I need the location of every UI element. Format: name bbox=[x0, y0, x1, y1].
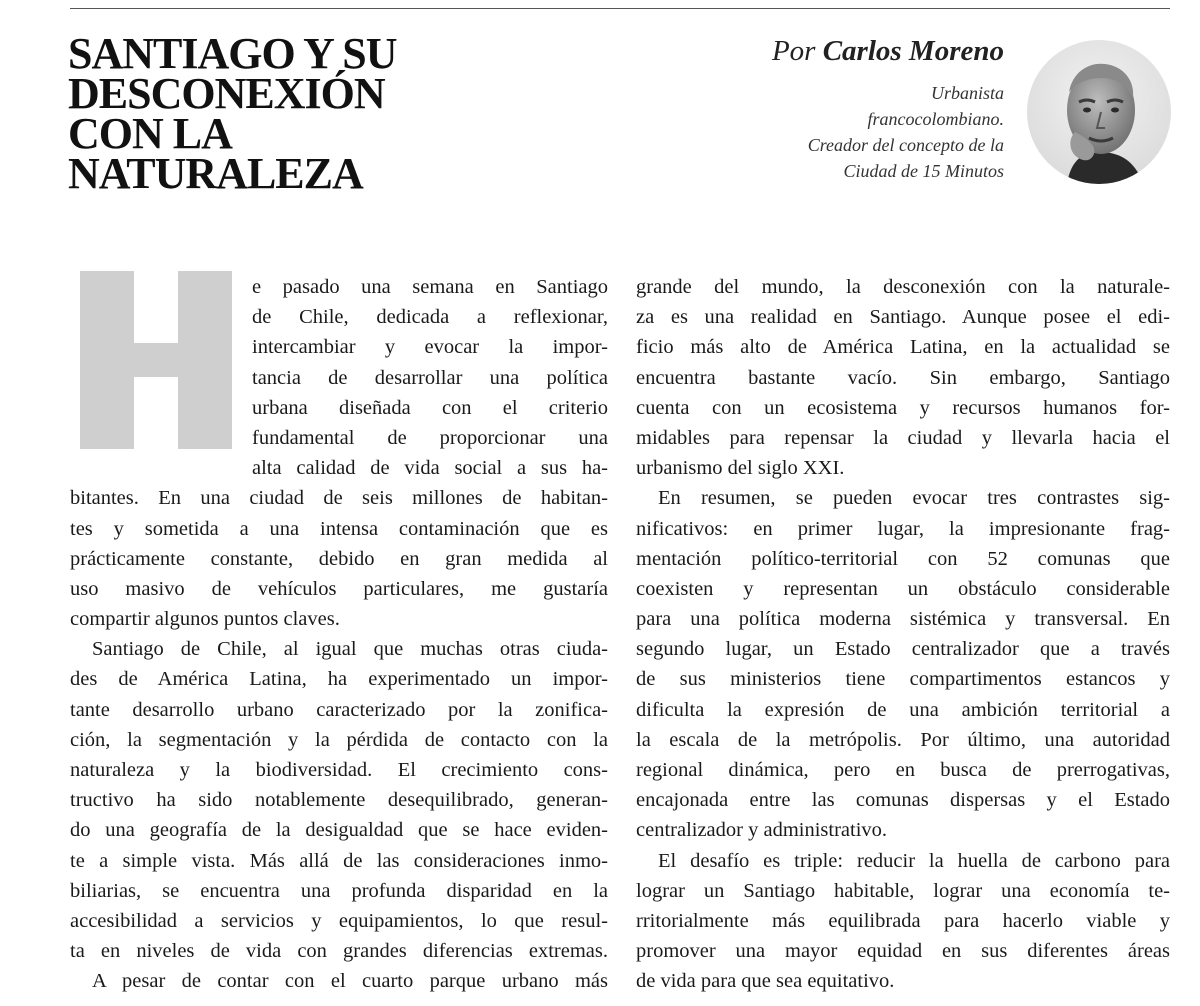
body-line: urbanismo del siglo XXI. bbox=[636, 457, 845, 480]
body-line: dificulta la expresión de una ambición territorial a bbox=[636, 698, 1170, 721]
body-line: de vida para que sea equitativo. bbox=[636, 970, 895, 993]
body-line: tructivo ha sido notablemente desequilibrado, generan- bbox=[70, 789, 608, 812]
body-line: El desafío es triple: reducir la huella de carbono para bbox=[658, 849, 1170, 872]
body-line: mentación político-territorial con 52 comunas que bbox=[636, 547, 1170, 570]
byline-prefix: Por bbox=[771, 35, 816, 67]
body-line: tes y sometida a una intensa contaminación que es bbox=[70, 517, 608, 540]
body-line: fundamental de proporcionar una bbox=[252, 426, 608, 449]
author-bio bbox=[744, 80, 1004, 184]
body-line: centralizador y administrativo. bbox=[636, 819, 888, 842]
body-line: A pesar de contar con el cuarto parque urbano más bbox=[92, 970, 608, 993]
body-line: uso masivo de vehículos particulares, me gustaría bbox=[70, 577, 608, 600]
author-name: Carlos Moreno bbox=[822, 35, 1004, 67]
body-line: nificativos: en primer lugar, la impresionante frag- bbox=[636, 517, 1170, 540]
body-line: e pasado una semana en Santiago bbox=[252, 276, 608, 298]
body-line: promover una mayor equidad en sus diferentes áreas bbox=[636, 940, 1170, 963]
body-line: la escala de la metrópolis. Por último, una autoridad bbox=[636, 728, 1170, 751]
body-line: segundo lugar, un Estado centralizador que a través bbox=[636, 638, 1170, 661]
body-line: midables para repensar la ciudad y llevarla hacia el bbox=[636, 426, 1170, 449]
body-line: Santiago de Chile, al igual que muchas otras ciuda- bbox=[92, 638, 608, 661]
body-line: ción, la segmentación y la pérdida de contacto con la bbox=[70, 728, 608, 751]
body-line: biliarias, se encuentra una profunda disparidad en la bbox=[70, 879, 608, 902]
body-line: encuentra bastante vacío. Sin embargo, Santiago bbox=[636, 366, 1170, 389]
body-line: regional dinámica, pero en busca de prerrogativas, bbox=[636, 759, 1170, 781]
body-line: bitantes. En una ciudad de seis millones de habitan- bbox=[70, 487, 608, 510]
body-line: alta calidad de vida social a sus ha- bbox=[252, 457, 608, 480]
headline-line: CON LA bbox=[68, 109, 232, 158]
body-line: prácticamente constante, debido en gran medida al bbox=[70, 547, 608, 570]
headline-line: NATURALEZA bbox=[68, 149, 363, 198]
headline bbox=[68, 29, 448, 198]
body-line: para una política moderna sistémica y transversal. En bbox=[636, 608, 1170, 631]
body-line: grande del mundo, la desconexión con la naturale- bbox=[636, 276, 1170, 298]
article-column-left bbox=[70, 272, 608, 997]
byline bbox=[772, 34, 1004, 68]
body-line: rritorialmente más equilibrada para hacerlo viable y bbox=[636, 909, 1170, 932]
article-column-right bbox=[636, 272, 1170, 997]
headline-line: SANTIAGO Y SU bbox=[68, 29, 397, 78]
body-line: naturaleza y la biodiversidad. El crecimiento cons- bbox=[70, 759, 608, 781]
headline-line: DESCONEXIÓN bbox=[68, 69, 385, 118]
bio-line: Creador del concepto de la bbox=[807, 135, 1004, 155]
body-line: accesibilidad a servicios y equipamientos, lo que resul- bbox=[70, 909, 608, 932]
body-line: ficio más alto de América Latina, en la actualidad se bbox=[636, 336, 1170, 359]
body-line: intercambiar y evocar la impor- bbox=[252, 336, 608, 359]
body-line: des de América Latina, ha experimentado un impor- bbox=[70, 668, 608, 691]
body-line: de Chile, dedicada a reflexionar, bbox=[252, 306, 608, 329]
body-line: En resumen, se pueden evocar tres contrastes sig- bbox=[658, 487, 1170, 510]
body-line: do una geografía de la desigualdad que se hace eviden- bbox=[70, 819, 608, 842]
body-line: coexisten y representan un obstáculo considerable bbox=[636, 577, 1170, 600]
body-line: compartir algunos puntos claves. bbox=[70, 608, 340, 631]
top-rule bbox=[70, 8, 1170, 9]
bio-line: Ciudad de 15 Minutos bbox=[843, 161, 1004, 181]
body-line: ta en niveles de vida con grandes diferencias extremas. bbox=[70, 940, 608, 963]
bio-line: francocolombiano. bbox=[867, 109, 1004, 129]
body-line: urbana diseñada con el criterio bbox=[252, 396, 608, 419]
bio-line: Urbanista bbox=[930, 83, 1004, 103]
body-line: za es una realidad en Santiago. Aunque posee el edi- bbox=[636, 306, 1170, 329]
body-line: encajonada entre las comunas dispersas y el Estado bbox=[636, 789, 1170, 812]
body-line: tancia de desarrollar una política bbox=[252, 366, 608, 389]
body-line: tante desarrollo urbano caracterizado por la zonifica- bbox=[70, 698, 608, 721]
body-line: de sus ministerios tiene compartimentos estancos y bbox=[636, 668, 1170, 691]
body-line: lograr un Santiago habitable, lograr una economía te- bbox=[636, 879, 1170, 902]
body-line: cuenta con un ecosistema y recursos humanos for- bbox=[636, 396, 1170, 419]
body-line: te a simple vista. Más allá de las consideraciones inmo- bbox=[70, 849, 608, 872]
author-photo bbox=[1027, 40, 1171, 184]
